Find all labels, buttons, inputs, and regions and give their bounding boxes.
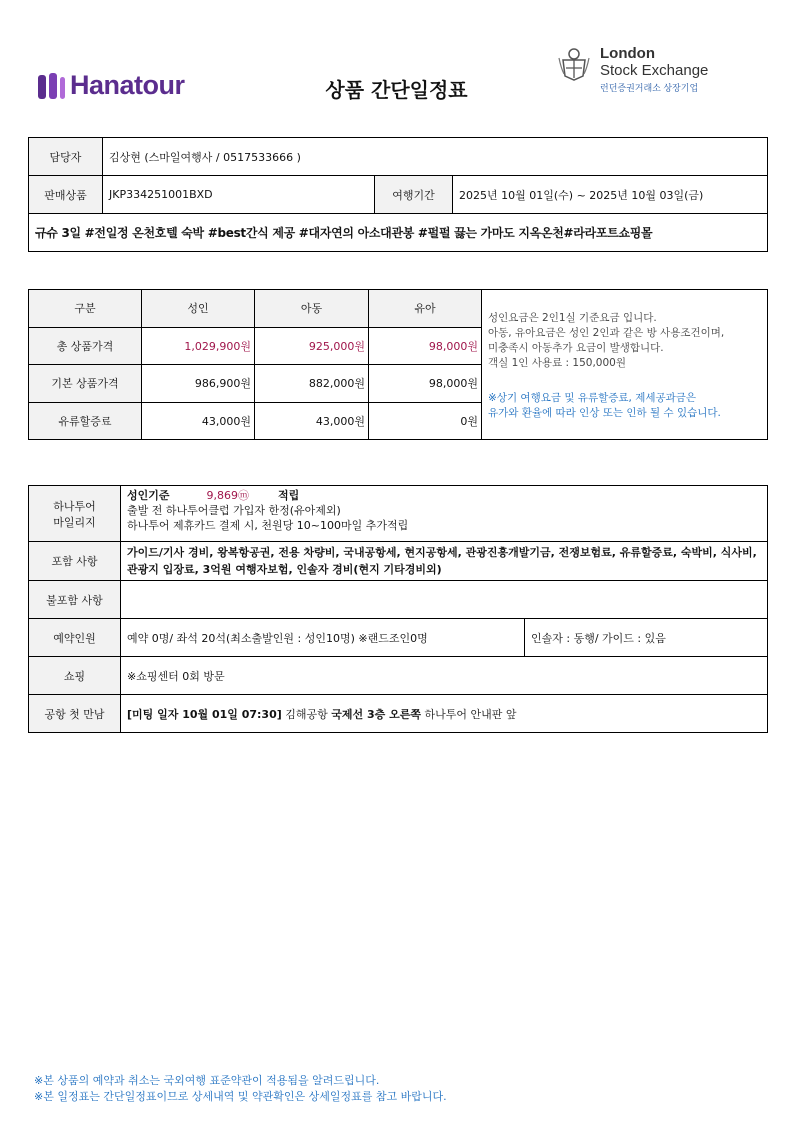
price-cell: 882,000원 [255, 365, 369, 403]
booking-value: 예약 0명/ 좌석 20석(최소출발인원 : 성인10명) ※랜드조인0명 [121, 619, 525, 657]
mileage-base: 성인기준 [127, 489, 170, 502]
pricing-header-child: 아동 [255, 290, 369, 328]
price-row-label: 기본 상품가격 [29, 365, 142, 403]
lse-logo [556, 46, 708, 94]
footer-line: ※본 일정표는 간단일정표이므로 상세내역 및 약관확인은 상세일정표를 참고 바랍니다. [34, 1090, 447, 1103]
logo-text: Hanatour [70, 70, 185, 100]
mileage-label-line1: 하나투어 [53, 499, 96, 513]
pricing-header-infant: 유아 [369, 290, 482, 328]
mileage-amount: 9,869ⓜ [206, 489, 250, 502]
price-cell: 0원 [369, 402, 482, 440]
lse-subtitle: 런던증권거래소 상장기업 [600, 83, 699, 93]
note-line: 아동, 유아요금은 성인 2인과 같은 방 사용조건이며, [488, 327, 725, 339]
shopping-value: ※쇼핑센터 0회 방문 [121, 657, 768, 695]
meeting-location: 국제선 3층 오른쪽 [331, 707, 421, 721]
page-title: 상품 간단일정표 [325, 78, 468, 102]
mileage-label [29, 486, 121, 542]
price-row-label: 총 상품가격 [29, 327, 142, 365]
meeting-label: 공항 첫 만남 [29, 695, 121, 733]
mileage-card-bonus: 하나투어 제휴카드 결제 시, 천원당 10~100마일 추가적립 [127, 519, 409, 532]
note-line: 객실 1인 사용료 : 150,000원 [488, 357, 626, 369]
price-cell: 43,000원 [142, 402, 255, 440]
pricing-header-adult: 성인 [142, 290, 255, 328]
period-label: 여행기간 [375, 176, 453, 214]
product-label: 판매상품 [29, 176, 103, 214]
mileage-value [121, 486, 768, 542]
note-line: 미충족시 아동추가 요금이 발생합니다. [488, 342, 664, 354]
price-cell: 43,000원 [255, 402, 369, 440]
included-label: 포함 사항 [29, 542, 121, 581]
info-table [28, 137, 768, 252]
included-value: 가이드/기사 경비, 왕복항공권, 전용 차량비, 국내공항세, 현지공항세, 관광진흥개발기금, 전쟁보험료, 유류할증료, 숙박비, 식사비, 관광지 입장료, 3억원 여행자보험, 인솔자 경비(현지 기타경비외) [121, 542, 768, 581]
price-row-label: 유류할증료 [29, 402, 142, 440]
lse-name-line1: London [600, 45, 655, 62]
footer-notes [34, 1073, 447, 1105]
lse-name-line2: Stock Exchange [600, 62, 709, 79]
lse-crest-icon [556, 46, 592, 82]
escort-value: 인솔자 : 동행/ 가이드 : 있음 [525, 619, 768, 657]
pricing-note [482, 290, 768, 440]
note-line-warning: 유가와 환율에 따라 인상 또는 인하 될 수 있습니다. [488, 407, 721, 419]
excluded-value [121, 581, 768, 619]
meeting-airport: 김해공항 [281, 707, 332, 721]
meeting-spot: 하나투어 안내판 앞 [420, 707, 517, 721]
product-code: JKP334251001BXD [103, 176, 375, 214]
price-cell: 925,000원 [255, 327, 369, 365]
note-line-warning: ※상기 여행요금 및 유류할증료, 제세공과금은 [488, 392, 697, 404]
pricing-table [28, 289, 768, 440]
mileage-accrual: 적립 [278, 489, 300, 502]
meeting-value [121, 695, 768, 733]
manager-label: 담당자 [29, 138, 103, 176]
footer-line: ※본 상품의 예약과 취소는 국외여행 표준약관이 적용됨을 알려드립니다. [34, 1074, 380, 1087]
pricing-header-type: 구분 [29, 290, 142, 328]
price-cell: 986,900원 [142, 365, 255, 403]
meeting-time: [미팅 일자 10월 01일 07:30] [127, 707, 282, 721]
mileage-condition: 출발 전 하나투어클럽 가입자 한정(유아제외) [127, 504, 341, 517]
period-value: 2025년 10월 01일(수) ~ 2025년 10월 03일(금) [453, 176, 768, 214]
note-line: 성인요금은 2인1실 기준요금 입니다. [488, 312, 657, 324]
excluded-label: 불포함 사항 [29, 581, 121, 619]
shopping-label: 쇼핑 [29, 657, 121, 695]
price-cell: 1,029,900원 [142, 327, 255, 365]
price-cell: 98,000원 [369, 327, 482, 365]
details-table [28, 485, 768, 733]
manager-value: 김상현 (스마일여행사 / 0517533666 ) [103, 138, 768, 176]
product-tagline: 규슈 3일 #전일정 온천호텔 숙박 #best간식 제공 #대자연의 아소대관봉 #펄펄 끓는 가마도 지옥온천#라라포트쇼핑몰 [29, 214, 768, 252]
booking-label: 예약인원 [29, 619, 121, 657]
price-cell: 98,000원 [369, 365, 482, 403]
mileage-label-line2: 마일리지 [53, 515, 96, 529]
